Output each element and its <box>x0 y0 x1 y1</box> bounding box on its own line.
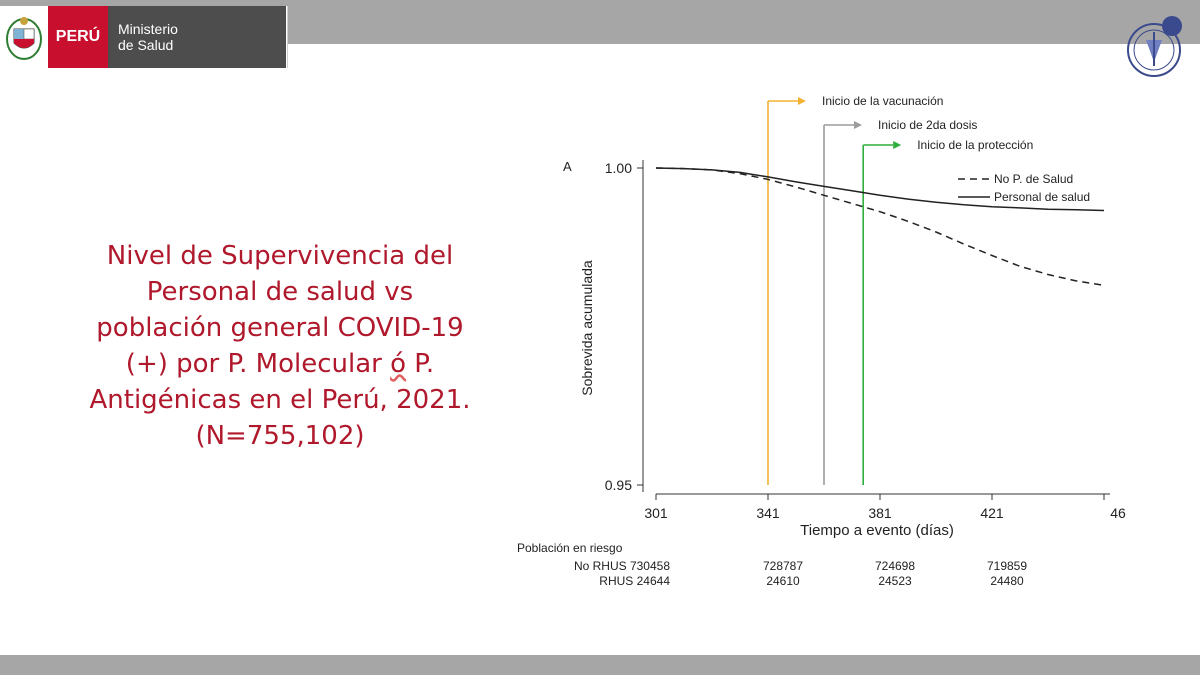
bottom-banner <box>0 655 1200 675</box>
title-underlined-char: ó <box>390 349 407 379</box>
legend-label: Personal de salud <box>994 190 1091 204</box>
risk-table-title: Población en riesgo <box>517 541 623 555</box>
ministry-line-1: Ministerio <box>118 21 178 37</box>
ministry-line-2: de Salud <box>118 37 174 53</box>
risk-table-cell: No RHUS 730458 <box>573 559 670 573</box>
event-label: Inicio de 2da dosis <box>878 118 978 132</box>
risk-table-cell: 24480 <box>990 574 1024 588</box>
x-tick-label: 301 <box>644 505 668 521</box>
plot-area <box>517 94 1126 588</box>
x-axis-label: Tiempo a evento (días) <box>800 522 954 539</box>
peru-label: PERÚ <box>48 6 108 68</box>
minsa-seal-icon <box>1124 12 1188 82</box>
x-tick-label: 381 <box>868 505 892 521</box>
title-part-2: P. Antigénicas en el Perú, 2021. (N=755,102) <box>89 349 471 451</box>
x-tick-label: 46 <box>1110 505 1126 521</box>
x-tick-label: 421 <box>980 505 1004 521</box>
event-label: Inicio de la vacunación <box>822 94 944 108</box>
coat-of-arms-icon <box>0 6 48 68</box>
event-arrow-head <box>854 121 862 129</box>
y-tick-label: 1.00 <box>604 160 632 176</box>
ministry-header <box>0 6 288 68</box>
event-arrow-head <box>893 141 901 149</box>
event-arrow-head <box>798 97 806 105</box>
y-axis-label: Sobrevida acumulada <box>579 260 595 396</box>
risk-table-cell: 724698 <box>874 559 916 573</box>
risk-table-cell: 24523 <box>878 574 912 588</box>
slide-title <box>80 238 480 454</box>
ministry-name <box>108 6 286 68</box>
risk-table-cell: 728787 <box>762 559 804 573</box>
risk-table-cell: 719859 <box>986 559 1028 573</box>
event-label: Inicio de la protección <box>917 138 1034 152</box>
panel-label: A <box>563 159 572 174</box>
legend-label: No P. de Salud <box>994 172 1074 186</box>
title-part-1: Nivel de Supervivencia del Personal de salud vs población general COVID-19 (+) por P. Molecular <box>96 241 464 379</box>
survival-chart <box>500 88 1140 588</box>
y-tick-label: 0.95 <box>604 477 632 493</box>
risk-table-cell: RHUS 24644 <box>599 574 670 588</box>
x-tick-label: 341 <box>756 505 780 521</box>
risk-table-cell: 24610 <box>766 574 800 588</box>
